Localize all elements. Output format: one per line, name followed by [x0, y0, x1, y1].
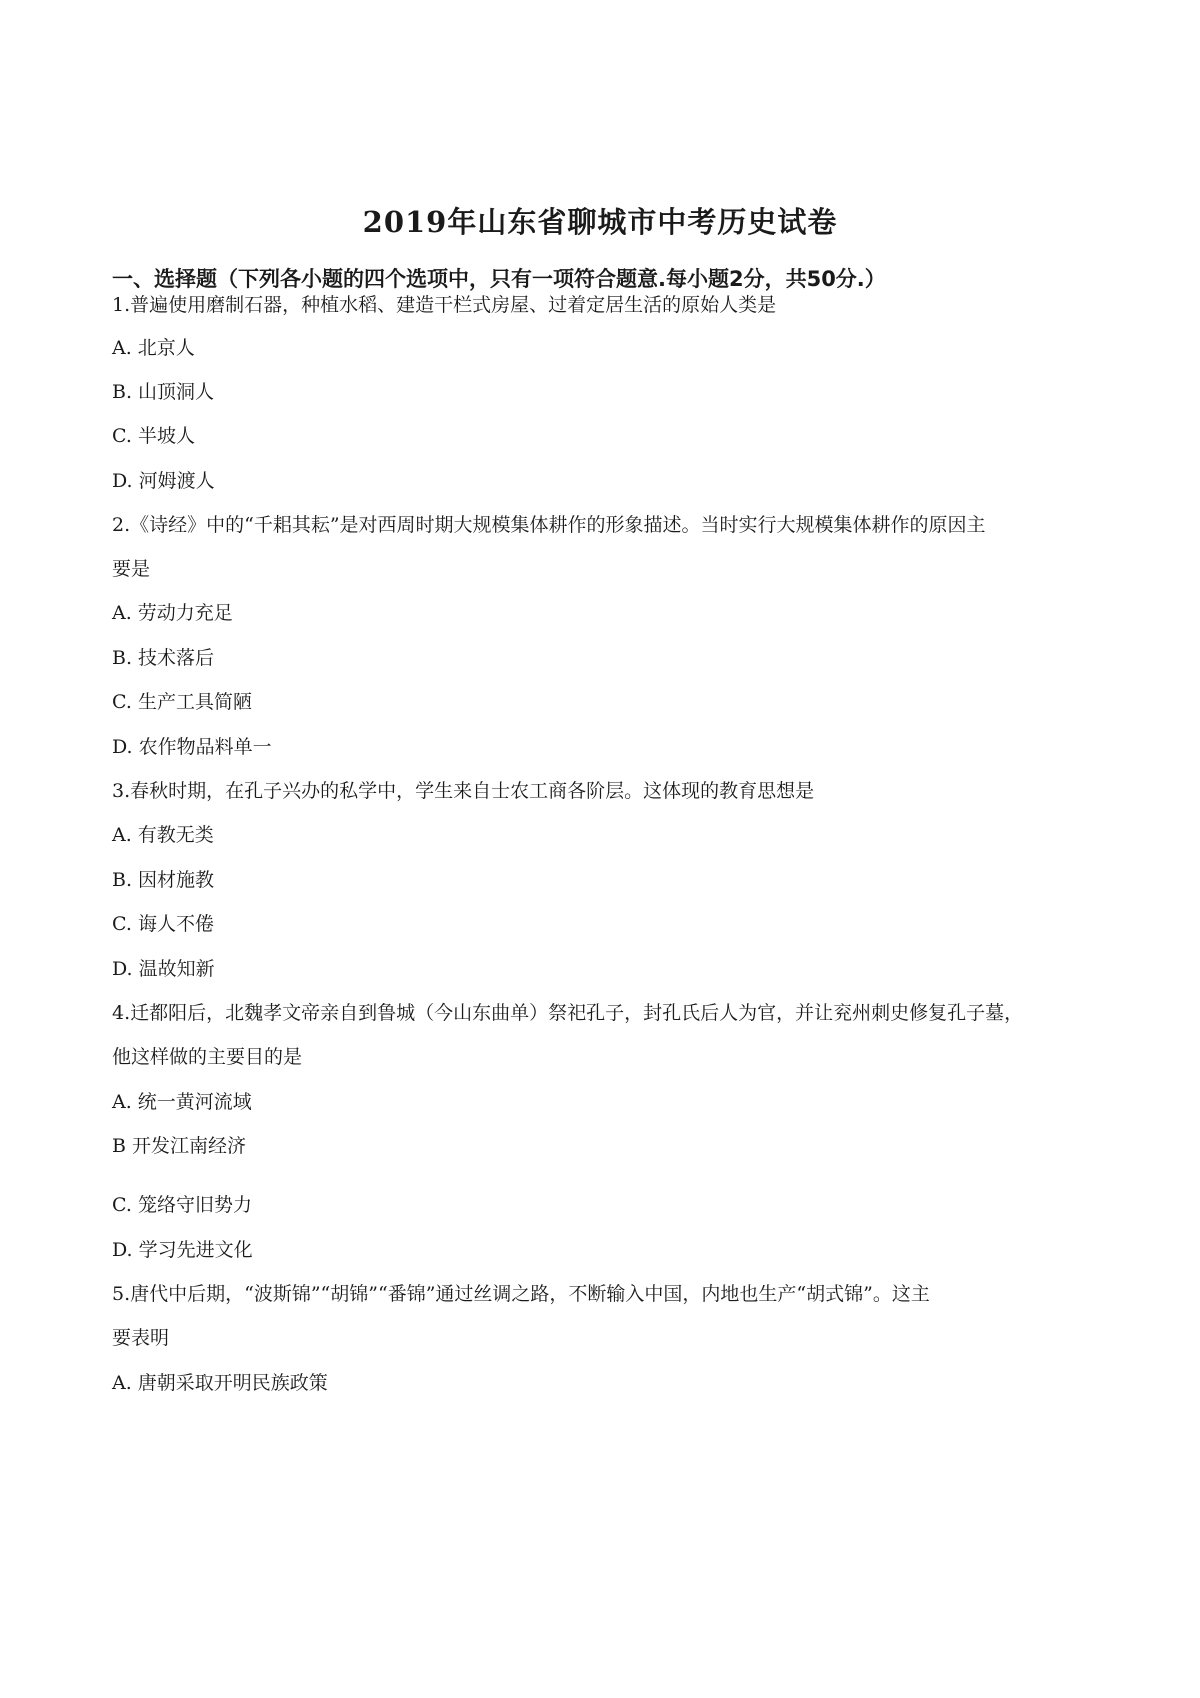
question-5-option-a: A. 唐朝采取开明民族政策 [112, 1372, 328, 1394]
page-title: 2019年山东省聊城市中考历史试卷 [362, 205, 838, 239]
question-1-option-b: B. 山顶洞人 [112, 381, 215, 403]
question-3-option-d: D. 温故知新 [112, 958, 215, 980]
question-1-stem: 1.普遍使用磨制石器，种植水稻、建造干栏式房屋、过着定居生活的原始人类是 [112, 294, 777, 316]
section-heading: 一、选择题（下列各小题的四个选项中，只有一项符合题意.每小题2分，共50分.） [112, 267, 886, 291]
question-4-option-a: A. 统一黄河流域 [112, 1091, 252, 1113]
question-2-option-b: B. 技术落后 [112, 647, 215, 669]
question-1-option-a: A. 北京人 [112, 337, 195, 359]
question-5-stem-line-1: 5.唐代中后期，“波斯锦”“胡锦”“番锦”通过丝调之路，不断输入中国，内地也生产“胡式锦”。这主 [112, 1283, 930, 1305]
question-2-stem-line-1: 2.《诗经》中的“千耜其耘”是对西周时期大规模集体耕作的形象描述。当时实行大规模集体耕作的原因主 [112, 514, 986, 536]
question-1-option-c: C. 半坡人 [112, 425, 195, 447]
question-4-option-c: C. 笼络守旧势力 [112, 1194, 252, 1216]
question-3-option-a: A. 有教无类 [112, 824, 214, 846]
question-2-option-a: A. 劳动力充足 [112, 602, 233, 624]
question-3-option-c: C. 诲人不倦 [112, 913, 214, 935]
question-4-option-b: B 开发江南经济 [112, 1135, 247, 1157]
question-4-stem-line-2: 他这样做的主要目的是 [112, 1046, 303, 1068]
question-2-option-d: D. 农作物品料单一 [112, 736, 272, 758]
question-5-stem-line-2: 要表明 [112, 1327, 170, 1349]
question-2-option-c: C. 生产工具简陋 [112, 691, 252, 713]
question-4-option-d: D. 学习先进文化 [112, 1239, 253, 1261]
question-3-stem: 3.春秋时期，在孔子兴办的私学中，学生来自士农工商各阶层。这体现的教育思想是 [112, 780, 815, 802]
question-3-option-b: B. 因材施教 [112, 869, 215, 891]
question-2-stem-line-2: 要是 [112, 558, 151, 580]
question-1-option-d: D. 河姆渡人 [112, 470, 215, 492]
question-4-stem-line-1: 4.迁都阳后，北魏孝文帝亲自到鲁城（今山东曲单）祭祀孔子，封孔氏后人为官，并让兖州刺史修复孔子墓， [112, 1002, 1024, 1024]
